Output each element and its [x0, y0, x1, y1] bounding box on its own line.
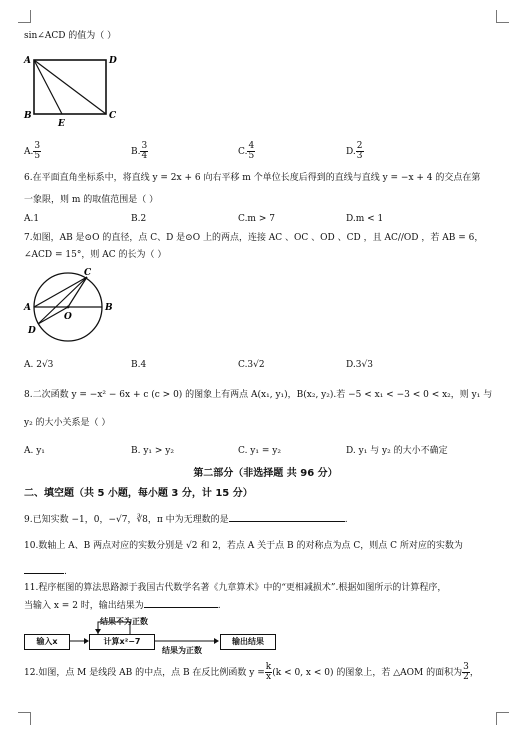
q6-option-d[interactable]: D.m < 1 [346, 214, 384, 224]
q7-label-o: O [64, 312, 72, 322]
q5-label-d: D [109, 56, 117, 66]
q9-stem: 9.已知实数 −1，0，−√7，∛8，π 中为无理数的是 . [24, 512, 348, 526]
corner-mark-bottom-right [496, 712, 509, 725]
q9-answer-blank[interactable] [229, 512, 345, 522]
corner-mark-top-right [496, 10, 509, 23]
q10-answer-line: . [24, 564, 67, 578]
q7-label-c: C [84, 268, 92, 278]
corner-mark-top-left [18, 10, 31, 23]
q11-answer-blank[interactable] [144, 598, 218, 608]
q5-label-e: E [58, 119, 65, 129]
corner-mark-bottom-left [18, 712, 31, 725]
q8-stem-line1: 8.二次函数 y = −x² − 6x + c (c > 0) 的图象上有两点 A(x₁, y₁)，B(x₂, y₂).若 −5 < x₁ < −3 < 0 < x₂，则 y₁ 与 [24, 390, 493, 400]
q11-flow-not-positive-label: 结果不为正数 [100, 617, 148, 626]
q10-stem: 10.数轴上 A、B 两点对应的实数分别是 √2 和 2，若点 A 关于点 B 的对称点为点 C，则点 C 所对应的实数为 [24, 541, 463, 551]
q12-function-fraction: $\frac{k}{x}$ [265, 662, 272, 682]
q7-options [24, 358, 494, 372]
q6-option-c[interactable]: C.m > 7 [238, 214, 275, 224]
q5-option-b[interactable]: B. $\frac{3}{4}$ [131, 141, 148, 161]
q7-label-a: A [24, 303, 31, 313]
q5-options [24, 140, 494, 164]
q5-stem: sin∠ACD 的值为（ ） [24, 31, 117, 41]
q5-label-a: A [24, 56, 31, 66]
q8-option-a[interactable]: A. y₁ [24, 446, 45, 456]
q5-label-b: B [24, 111, 32, 121]
q7-option-d[interactable]: D.3√3 [346, 360, 373, 370]
q5-rectangle-figure [22, 50, 132, 130]
q8-option-b[interactable]: B. y₁ > y₂ [131, 446, 174, 456]
q7-circle-figure [20, 266, 120, 344]
q8-options [24, 444, 494, 458]
q11-stem-line1: 11.程序框图的算法思路源于我国古代数学名著《九章算术》中的“更相减损术”.根据如图所示的计算程序， [24, 583, 447, 593]
q7-stem-line2: ∠ACD = 15°，则 AC 的长为（ ） [24, 250, 167, 260]
q7-option-a[interactable]: A. 2√3 [24, 360, 54, 370]
q11-flow-positive-label: 结果为正数 [162, 646, 202, 655]
q11-flow-output-box: 输出结果 [220, 634, 276, 650]
q6-stem-line2: 一象限，则 m 的取值范围是（ ） [24, 195, 159, 205]
q7-option-c[interactable]: C.3√2 [238, 360, 265, 370]
q12-area-fraction: $\frac{3}{2}$ [463, 662, 469, 682]
q5-option-a[interactable]: A. $\frac{3}{5}$ [24, 141, 41, 161]
q7-label-b: B [105, 303, 113, 313]
q6-option-b[interactable]: B.2 [131, 214, 147, 224]
q8-option-c[interactable]: C. y₁ = y₂ [238, 446, 281, 456]
q8-option-d[interactable]: D. y₁ 与 y₂ 的大小不确定 [346, 446, 448, 456]
q12-stem: 12.如图，点 M 是线段 AB 的中点，点 B 在反比例函数 y = $\frac{k}{x}$ (k < 0, x < 0) 的图象上，若 △AOM 的面积为 $\frac{3}{2}$ ， [24, 662, 479, 682]
part2-heading: 第二部分（非选择题 共 96 分） [193, 468, 338, 479]
q10-answer-blank[interactable] [24, 564, 64, 574]
q7-option-b[interactable]: B.4 [131, 360, 147, 370]
q6-options [24, 212, 494, 226]
q5-option-c[interactable]: C. $\frac{4}{5}$ [238, 141, 255, 161]
q8-stem-line2: y₂ 的大小关系是（ ） [24, 418, 111, 428]
q5-label-c: C [109, 111, 117, 121]
section2-heading: 二、填空题（共 5 小题，每小题 3 分，计 15 分） [24, 488, 253, 499]
q6-option-a[interactable]: A.1 [24, 214, 40, 224]
q7-label-d: D [28, 326, 36, 336]
q5-option-d[interactable]: D. $\frac{2}{3}$ [346, 141, 363, 161]
q6-stem-line1: 6.在平面直角坐标系中，将直线 y = 2x + 6 向右平移 m 个单位长度后得到的直线与直线 y = −x + 4 的交点在第 [24, 173, 481, 183]
q11-flow-input-box: 输入x [24, 634, 70, 650]
q11-flow-compute-box: 计算x²−7 [89, 634, 155, 650]
q11-stem-line2: 当输入 x = 2 时，输出结果为 . [24, 598, 221, 612]
q7-stem-line1: 7.如图，AB 是⊙O 的直径，点 C、D 是⊙O 上的两点，连接 AC 、OC 、OD 、CD ，且 AC//OD ，若 AB = 6， [24, 233, 484, 243]
